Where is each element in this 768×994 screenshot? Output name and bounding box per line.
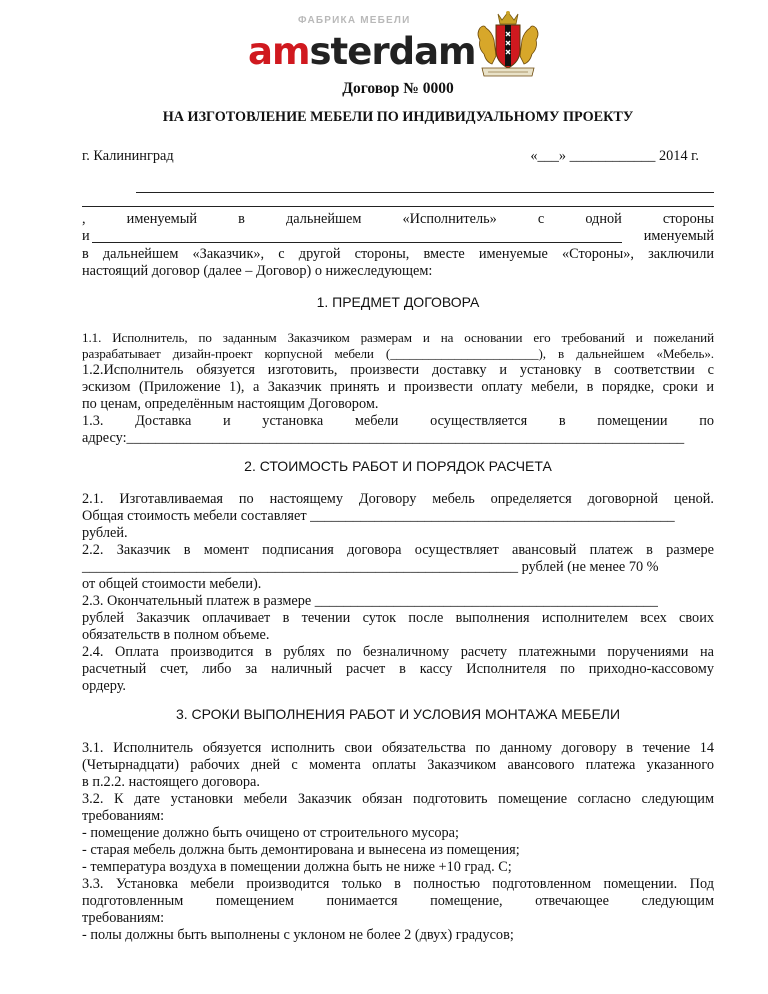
logo-wordmark — [248, 32, 476, 72]
section-3-heading: 3. СРОКИ ВЫПОЛНЕНИЯ РАБОТ И УСЛОВИЯ МОНТАЖА МЕБЕЛИ — [175, 706, 621, 722]
section-2-line-7: 2.3. Окончательный платеж в размере ________________________________________________ — [82, 593, 658, 609]
document-title: Договор № 0000 — [342, 80, 454, 97]
section-1-line-1: 1.1. Исполнитель, по заданным Заказчиком размерам и на основании его требований и пожеланий — [82, 330, 714, 345]
section-1-heading: 1. ПРЕДМЕТ ДОГОВОРА — [316, 294, 480, 310]
section-3-line-10: подготовленным помещением понимается помещение, отвечающее следующим — [82, 893, 714, 909]
section-1-line-4: эскизом (Приложение 1), а Заказчик принять и произвести оплату мебели, в порядке, сроки и — [82, 379, 714, 395]
contract-date: «___» ____________ 2014 г. — [530, 148, 699, 164]
section-2-line-12: ордеру. — [82, 678, 126, 694]
section-2-line-9: обязательств в полном объеме. — [82, 627, 270, 643]
section-3-line-1: 3.1. Исполнитель обязуется исполнить свои обязательства по данному договору в течение 14 — [82, 740, 714, 756]
section-3-line-4: 3.2. К дате установки мебели Заказчик обязан подготовить помещение согласно следующим — [82, 791, 714, 807]
coat-of-arms-icon — [472, 10, 544, 80]
logo-tagline: ФАБРИКА МЕБЕЛИ — [298, 15, 411, 26]
section-2-line-2: Общая стоимость мебели составляет ___________________________________________________ — [82, 508, 675, 524]
logo-wordmark-am: am — [248, 30, 310, 73]
section-3-line-11: требованиям: — [82, 910, 165, 926]
section-2-line-5: _____________________________________________________________ рублей (не менее 70 % — [82, 559, 659, 575]
intro-line-2-left: и — [82, 228, 90, 244]
intro-line-1: , именуемый в дальнейшем «Исполнитель» с одной стороны — [82, 211, 714, 227]
section-3-line-2: (Четырнадцати) рабочих дней с момента оплаты Заказчиком авансового платежа указанного — [82, 757, 714, 773]
section-3-line-5: требованиям: — [82, 808, 165, 824]
section-3-line-12: - полы должны быть выполнены с уклоном не более 2 (двух) градусов; — [82, 927, 514, 943]
intro-line-3: в дальнейшем «Заказчик», с другой стороны, вместе именуемые «Стороны», заключили — [82, 246, 714, 262]
section-3-line-3: в п.2.2. настоящего договора. — [82, 774, 260, 790]
section-3-line-6: - помещение должно быть очищено от строительного мусора; — [82, 825, 459, 841]
intro-line-4: настоящий договор (далее – Договор) о нижеследующем: — [82, 263, 433, 279]
section-2-line-4: 2.2. Заказчик в момент подписания договора осуществляет авансовый платеж в размере — [82, 542, 714, 558]
section-2-line-10: 2.4. Оплата производится в рублях по безналичному расчету платежными поручениями на — [82, 644, 714, 660]
section-1-line-5: по ценам, определённым настоящим Договором. — [82, 396, 379, 412]
section-2-line-1: 2.1. Изготавливаемая по настоящему Договору мебель определяется договорной ценой. — [82, 491, 714, 507]
document-subtitle: НА ИЗГОТОВЛЕНИЕ МЕБЕЛИ ПО ИНДИВИДУАЛЬНОМУ ПРОЕКТУ — [162, 109, 634, 125]
section-3-line-8: - температура воздуха в помещении должна быть не ниже +10 град. С; — [82, 859, 512, 875]
party-blank-line-2 — [82, 206, 714, 207]
section-3-line-9: 3.3. Установка мебели производится только в полностью подготовленном помещении. Под — [82, 876, 714, 892]
party-blank-line-1 — [136, 192, 714, 193]
section-1-line-2: разрабатывает дизайн-проект корпусной мебели (_______________________), в дальнейшем «Мебель». — [82, 346, 714, 361]
section-1-line-3: 1.2.Исполнитель обязуется изготовить, произвести доставку и установку в соответствии с — [82, 362, 714, 378]
section-2-heading: 2. СТОИМОСТЬ РАБОТ И ПОРЯДОК РАСЧЕТА — [244, 458, 552, 474]
company-logo — [248, 10, 548, 82]
section-1-line-6: 1.3. Доставка и установка мебели осуществляется в помещении по — [82, 413, 714, 429]
section-1-line-7: адресу:______________________________________________________________________________ — [82, 430, 685, 446]
section-2-line-3: рублей. — [82, 525, 128, 541]
section-2-line-6: от общей стоимости мебели). — [82, 576, 262, 592]
intro-line-2-right: именуемый — [643, 228, 714, 244]
section-2-line-8: рублей Заказчик оплачивает в течении суток после выполнения исполнителем всех своих — [82, 610, 714, 626]
logo-wordmark-rest: sterdam — [309, 30, 476, 73]
section-2-line-11: расчетный счет, либо за наличный расчет в кассу Исполнителя по приходно-кассовому — [82, 661, 714, 677]
section-3-line-7: - старая мебель должна быть демонтирована и вынесена из помещения; — [82, 842, 520, 858]
city: г. Калининград — [82, 148, 174, 164]
